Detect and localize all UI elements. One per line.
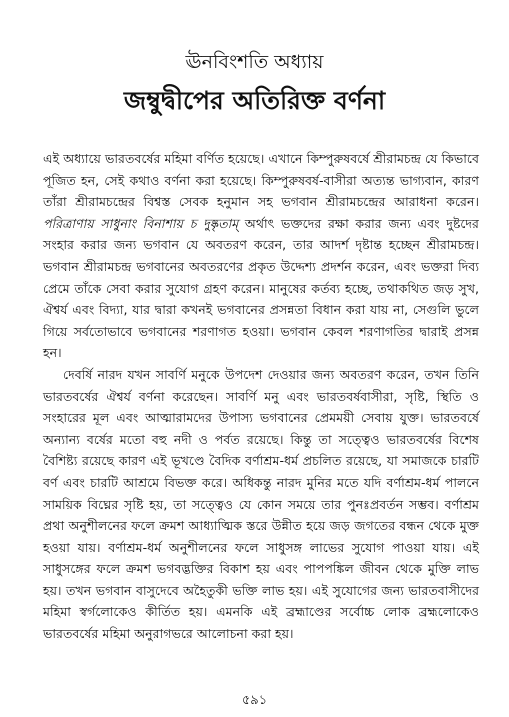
paragraph-1-part-2: অর্থাৎ ভক্তদের রক্ষা করার জন্য এবং দুষ্টদের সংহার করার জন্য ভগবান যে অবতরণ করেন, তার আদর্শ দৃষ্টান্ত হচ্ছেন শ্রীরামচন্দ্র। ভগবান শ্রীরামচন্দ্র ভগবানের অবতরণের প্রকৃত উদ্দেশ্য প্রদর্শন করেন, এবং ভক্তরা দিব্য প্রেমে তাঁকে সেবা করার সুযোগ গ্রহণ করেন। মানুষের কর্তব্য হচ্ছে, তথাকথিত জড় সুখ, ঐশ্বর্য এবং বিদ্যা, যার দ্বারা কখনই ভগবানের প্রসন্নতা বিধান করা যায় না, সেগুলি ভুলে গিয়ে সর্বতোভাবে ভগবানের শরণাগত হওয়া। ভগবান কেবল শরণাগতির দ্বারাই প্রসন্ন হন। (43, 215, 479, 361)
paragraph-1 (43, 148, 479, 364)
chapter-title: জম্বুদ্বীপের অতিরিক্ত বর্ণনা (123, 86, 386, 115)
sanskrit-quote: পরিত্রাণায় সাধুনাং বিনাশায় চ দুষ্কৃতাম্ (43, 215, 239, 231)
paragraph-1-part-1: এই অধ্যায়ে ভারতবর্ষের মহিমা বর্ণিত হয়েছে। এখানে কিম্পুরুষবর্ষে শ্রীরামচন্দ্র যে কিভাবে পূজিত হন, সেই কথাও বর্ণনা করা হয়েছে। কিম্পুরুষবর্ষ-বাসীরা অত্যন্ত ভাগ্যবান, কারণ তাঁরা শ্রীরামচন্দ্রের বিশ্বস্ত সেবক হনুমান সহ ভগবান শ্রীরামচন্দ্রের আরাধনা করেন। (43, 151, 479, 210)
chapter-number-heading: ঊনবিংশতি অধ্যায় (185, 51, 324, 73)
paragraph-2: দেবর্ষি নারদ যখন সাবর্ণি মনুকে উপদেশ দেওয়ার জন্য অবতরণ করেন, তখন তিনি ভারতবর্ষের ঐশ্বর্য বর্ণনা করেছেন। সাবর্ণি মনু এবং ভারতবর্ষবাসীরা, সৃষ্টি, স্থিতি ও সংহারের মূল এবং আত্মারামদের উপাস্য ভগবানের প্রেমময়ী সেবায় যুক্ত। ভারতবর্ষে অন্যান্য বর্ষের মতো বহু নদী ও পর্বত রয়েছে। কিন্তু তা সত্ত্বেও ভারতবর্ষের বিশেষ বৈশিষ্ট্য রয়েছে কারণ এই ভূখণ্ডে বৈদিক বর্ণাশ্রম-ধর্ম প্রচলিত রয়েছে, যা সমাজকে চারটি বর্ণ এবং চারটি আশ্রমে বিভক্ত করে। অধিকন্তু নারদ মুনির মতে যদি বর্ণাশ্রম-ধর্ম পালনে সাময়িক বিঘ্নের সৃষ্টি হয়, তা সত্ত্বেও যে কোন সময়ে তার পুনঃপ্রবর্তন সম্ভব। বর্ণাশ্রম প্রথা অনুশীলনের ফলে ক্রমশ আধ্যাত্মিক স্তরে উন্নীত হয়ে জড় জগতের বন্ধন থেকে মুক্ত হওয়া যায়। বর্ণাশ্রম-ধর্ম অনুশীলনের ফলে সাধুসঙ্গ লাভের সুযোগ পাওয়া যায়। এই সাধুসঙ্গের ফলে ক্রমশ ভগবদ্ভক্তির বিকাশ হয় এবং পাপপঙ্কিল জীবন থেকে মুক্তি লাভ হয়। তখন ভগবান বাসুদেবে অহৈতুকী ভক্তি লাভ হয়। এই সুযোগের জন্য ভারতবাসীদের মহিমা স্বর্গলোকেও কীর্তিত হয়। এমনকি এই ব্রহ্মাণ্ডের সর্বোচ্চ লোক ব্রহ্মলোকেও ভারতবর্ষের মহিমা অনুরাগভরে আলোচনা করা হয়। (43, 366, 479, 642)
page-number: ৫৯১ (241, 693, 268, 708)
chapter-summary (43, 148, 479, 645)
